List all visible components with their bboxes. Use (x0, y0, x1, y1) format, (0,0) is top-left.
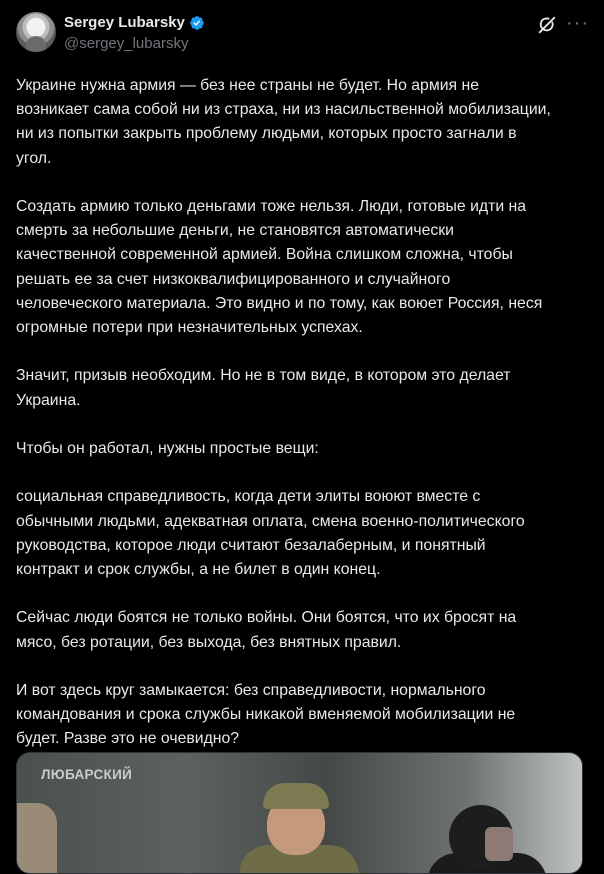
avatar[interactable] (16, 12, 56, 52)
author-name-row (64, 14, 205, 31)
grok-icon[interactable] (536, 14, 558, 36)
tweet-paragraph: Украине нужна армия — без нее страны не будет. Но армия не возникает сама собой ни из страха, ни из насильственной мобилизации, ни из попытки закрыть проблему людьми, которых просто загнали в угол. (16, 77, 551, 167)
tweet-paragraph: социальная справедливость, когда дети элиты воюют вместе с обычными людьми, адекватная оплата, смена военно-политического руководства, которое люди считают безалаберным, и понятный контракт и срок службы, а не билет в один конец. (16, 488, 525, 578)
tweet-text (16, 74, 588, 776)
media-soldier-cap (263, 783, 329, 809)
media-caption: ЛЮБАРСКИЙ (41, 767, 133, 782)
tweet-paragraph: Создать армию только деньгами тоже нельзя. Люди, готовые идти на смерть за небольшие деньги, не становятся автоматически качественной современной армией. Война слишком сложна, чтобы решать ее за счет низкоквалифицированного и случайного человеческого материала. Это видно и по тому, как воюет Россия, неся огромные потери при незначительных успехах. (16, 198, 543, 337)
media-person-face-blur (485, 827, 513, 861)
media-video[interactable] (16, 752, 583, 874)
tweet-paragraph: Сейчас люди боятся не только войны. Они боятся, что их бросят на мясо, без ротации, без выхода, без внятных правил. (16, 609, 517, 651)
author-name[interactable]: Sergey Lubarsky (64, 14, 185, 31)
tweet-paragraph: Значит, призыв необходим. Но не в том виде, в котором это делает Украина. (16, 367, 511, 409)
tweet-paragraph: Чтобы он работал, нужны простые вещи: (16, 440, 319, 457)
author-handle[interactable]: @sergey_lubarsky (64, 35, 189, 52)
more-icon[interactable]: ··· (566, 12, 589, 34)
media-figure-left (17, 803, 57, 874)
verified-badge-icon (189, 15, 205, 31)
tweet-header (16, 12, 588, 56)
tweet-paragraph: И вот здесь круг замыкается: без справедливости, нормального командования и срока службы никакой вменяемой мобилизации не будет. Разве это не очевидно? (16, 681, 516, 748)
